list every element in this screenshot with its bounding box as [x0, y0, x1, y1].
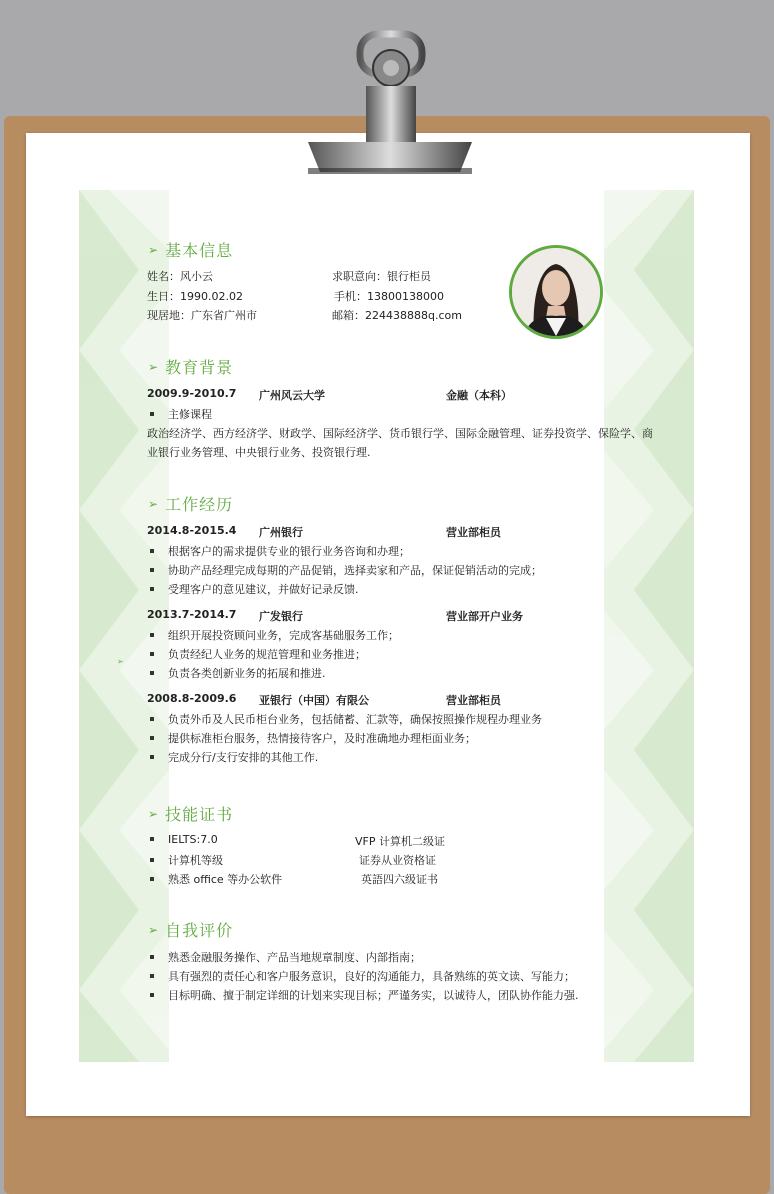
edu-major: 金融（本科） [446, 389, 512, 402]
list-item: 负责外币及人民币柜台业务，包括储蓄、汇款等，确保按照操作规程办理业务 [150, 711, 542, 727]
avatar [509, 245, 603, 339]
cert-item: 证券从业资格证 [359, 854, 436, 867]
job-period: 2008.8-2009.6 [147, 692, 237, 705]
list-item: 受理客户的意见建议，并做好记录反馈. [150, 581, 359, 597]
list-item: 根据客户的需求提供专业的银行业务咨询和办理； [150, 543, 410, 559]
right-chevron-decoration [604, 190, 694, 1062]
portrait-icon [512, 248, 600, 336]
stray-arrow-icon: ➢ [117, 657, 124, 666]
skills-title: ➢ 技能证书 [148, 805, 234, 824]
chevron-right-icon: ➢ [148, 496, 160, 511]
phone-field: 手机：13800138000 [334, 290, 444, 303]
email-field: 邮箱：224438888q.com [332, 309, 462, 322]
binder-clip-icon [300, 20, 480, 180]
list-item: 负责经纪人业务的规范管理和业务推进； [150, 646, 366, 662]
edu-period: 2009.9-2010.7 [147, 387, 237, 400]
job-position: 营业部柜员 [446, 526, 501, 539]
job-intent-field: 求职意向：银行柜员 [332, 270, 431, 283]
job-company: 亚银行（中国）有限公 [259, 694, 369, 707]
job-period: 2013.7-2014.7 [147, 608, 237, 621]
chevron-right-icon: ➢ [148, 806, 160, 821]
courses-line-1: 政治经济学、西方经济学、财政学、国际经济学、货币银行学、国际金融管理、证券投资学、保险学、商 [147, 427, 653, 440]
address-field: 现居地：广东省广州市 [147, 309, 257, 322]
job-period: 2014.8-2015.4 [147, 524, 237, 537]
self-eval-title: ➢ 自我评价 [148, 921, 234, 940]
chevron-right-icon: ➢ [148, 242, 160, 257]
cert-item: VFP 计算机二级证 [355, 835, 445, 848]
courses-line-2: 业银行业务管理、中央银行业务、投资银行理. [147, 446, 371, 459]
list-item: 具有强烈的责任心和客户服务意识，良好的沟通能力，具备熟练的英文读、写能力； [150, 968, 575, 984]
basic-info-title: ➢ 基本信息 [148, 241, 234, 260]
job-company: 广发银行 [259, 610, 303, 623]
job-company: 广州银行 [259, 526, 303, 539]
list-item: 完成分行/支行安排的其他工作. [150, 749, 318, 765]
list-item: 组织开展投资顾问业务，完成客基础服务工作； [150, 627, 399, 643]
education-title: ➢ 教育背景 [148, 358, 234, 377]
edu-school: 广州风云大学 [259, 389, 325, 402]
job-position: 营业部柜员 [446, 694, 501, 707]
cert-item: 英語四六级证书 [361, 873, 438, 886]
job-position: 营业部开户业务 [446, 610, 523, 623]
list-item: 提供标准柜台服务，热情接待客户，及时准确地办理柜面业务； [150, 730, 476, 746]
list-item: 协助产品经理完成每期的产品促销，选择卖家和产品，保证促销活动的完成； [150, 562, 542, 578]
skill-item: 熟悉 office 等办公软件 [150, 871, 282, 887]
skill-item: IELTS:7.0 [150, 833, 218, 846]
work-title: ➢ 工作经历 [148, 495, 234, 514]
list-item: 负责各类创新业务的拓展和推进. [150, 665, 326, 681]
chevron-right-icon: ➢ [148, 922, 160, 937]
courses-label: 主修课程 [150, 406, 212, 422]
list-item: 目标明确、擅于制定详细的计划来实现目标；严谨务实，以诚待人，团队协作能力强. [150, 987, 579, 1003]
name-field: 姓名：风小云 [147, 270, 213, 283]
birth-field: 生日：1990.02.02 [147, 290, 243, 303]
skill-item: 计算机等级 [150, 852, 223, 868]
list-item: 熟悉金融服务操作、产品当地规章制度、内部指南； [150, 949, 421, 965]
chevron-right-icon: ➢ [148, 359, 160, 374]
